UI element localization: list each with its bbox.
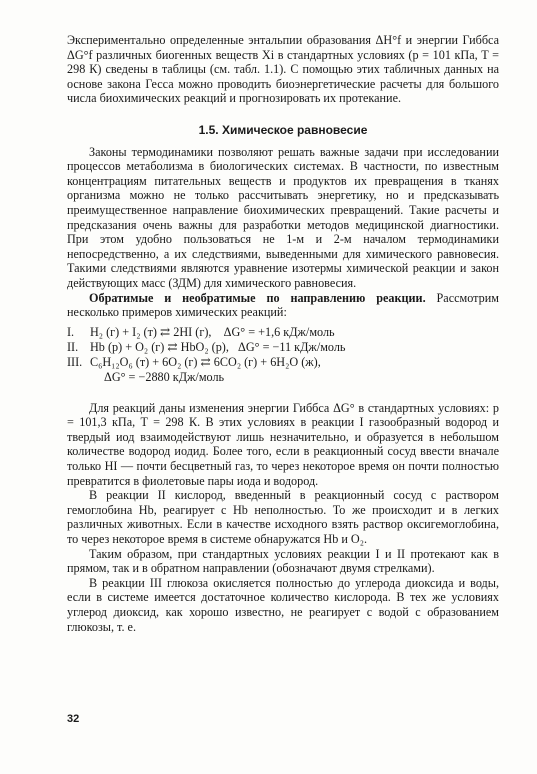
paragraph-reversible (67, 291, 499, 320)
paragraph-conclusion: Таким образом, при стандартных условиях реакции I и II протекают как в прямом, так и в обратном направлении (обозначают двумя стрелками). (67, 546, 499, 576)
paragraph-reaction-3: В реакции III глюкоза окисляется полностью до углерода диоксида и воды, если в системе имеется достаточное количество кислорода. В тех же условиях углерод диоксид, как хорошо известно, не реагирует с водой с образованием глюкозы, т. е. (67, 575, 499, 634)
section-title: 1.5. Химическое равновесие (198, 122, 368, 137)
reaction-2 (67, 340, 499, 355)
page-content (67, 33, 499, 634)
reaction-dg: ΔG° = +1,6 кДж/моль (223, 324, 335, 339)
reaction-3 (67, 355, 499, 370)
reaction-1 (67, 325, 499, 340)
reactions-list (67, 325, 499, 385)
intro-paragraph: Экспериментально определенные энтальпии образования ΔH°f и энергии Гиббса ΔG°f различных биогенных веществ Xi в стандартных условиях (p = 101 кПа, T = 298 К) сведены в таблицы (см. табл. 1.1). С помощью этих табличных данных на основе закона Гесса можно проводить биоэнергетические расчеты для большого числа биохимических реакций и прогнозировать их протекание. (67, 33, 499, 106)
reaction-equation: H₂ (г) + I₂ (т) ⇄ 2HI (г), ΔG° = +1,6 кДж/моль (90, 324, 335, 339)
paragraph-gibbs: Для реакций даны изменения энергии Гиббса ΔG° в стандартных условиях: p = 101,3 кПа, T = 298 К. В этих условиях в реакции I газообразный водород и твердый иод взаимодействуют лишь незначительно, и образуется в небольшом количестве водород иодид. Более того, если в реакционный сосуд ввести вначале только HI — почти бесцветный газ, то через некоторое время он почти полностью превратится в фиолетовые пары иода и водород. (67, 400, 499, 488)
reaction-equation: C₆H₁₂O₆ (т) + 6O₂ (г) ⇄ 6CO₂ (г) + 6H₂O (ж), (90, 354, 321, 369)
reaction-number: II. (67, 339, 79, 354)
reaction-number: III. (67, 354, 83, 369)
paragraph-reaction-2: В реакции II кислород, введенный в реакционный сосуд с раствором гемоглобина Hb, реагирует с Hb неполностью. То же происходит и в легких различных животных. Если в качестве исходного взять раствор оксигемоглобина, то через некоторое время в системе обнаружатся Hb и O₂. (67, 488, 499, 547)
reversible-text: Рассмотрим несколько примеров химических реакций: (67, 290, 499, 320)
page-number: 32 (67, 713, 80, 725)
reaction-equation: Hb (р) + O₂ (г) ⇄ HbO₂ (р), ΔG° = −11 кДж/моль (90, 339, 346, 354)
reaction-3-dg: ΔG° = −2880 кДж/моль (104, 369, 225, 384)
paragraph-thermodynamics: Законы термодинамики позволяют решать важные задачи при исследовании процессов метаболизма в биологических системах. В частности, по известным концентрациям питательных веществ и продуктов их превращения в тканях организма можно не только рассчитывать энергетику, но и предсказывать преимущественное направление биохимических превращений. Такие расчеты и предсказания очень важны для разработки методов медицинской диагностики. При этом удобно пользоваться не 1-м и 2-м началом термодинамики непосредственно, а их следствиями, выведенными для химического равновесия. Такими следствиями являются уравнение изотермы химической реакции и закон действующих масс (ЗДМ) для химического равновесия. (67, 144, 499, 290)
reaction-number: I. (67, 324, 75, 339)
reversible-heading: Обратимые и необратимые по направлению реакции. (89, 290, 426, 305)
reaction-dg: ΔG° = −11 кДж/моль (238, 339, 346, 354)
